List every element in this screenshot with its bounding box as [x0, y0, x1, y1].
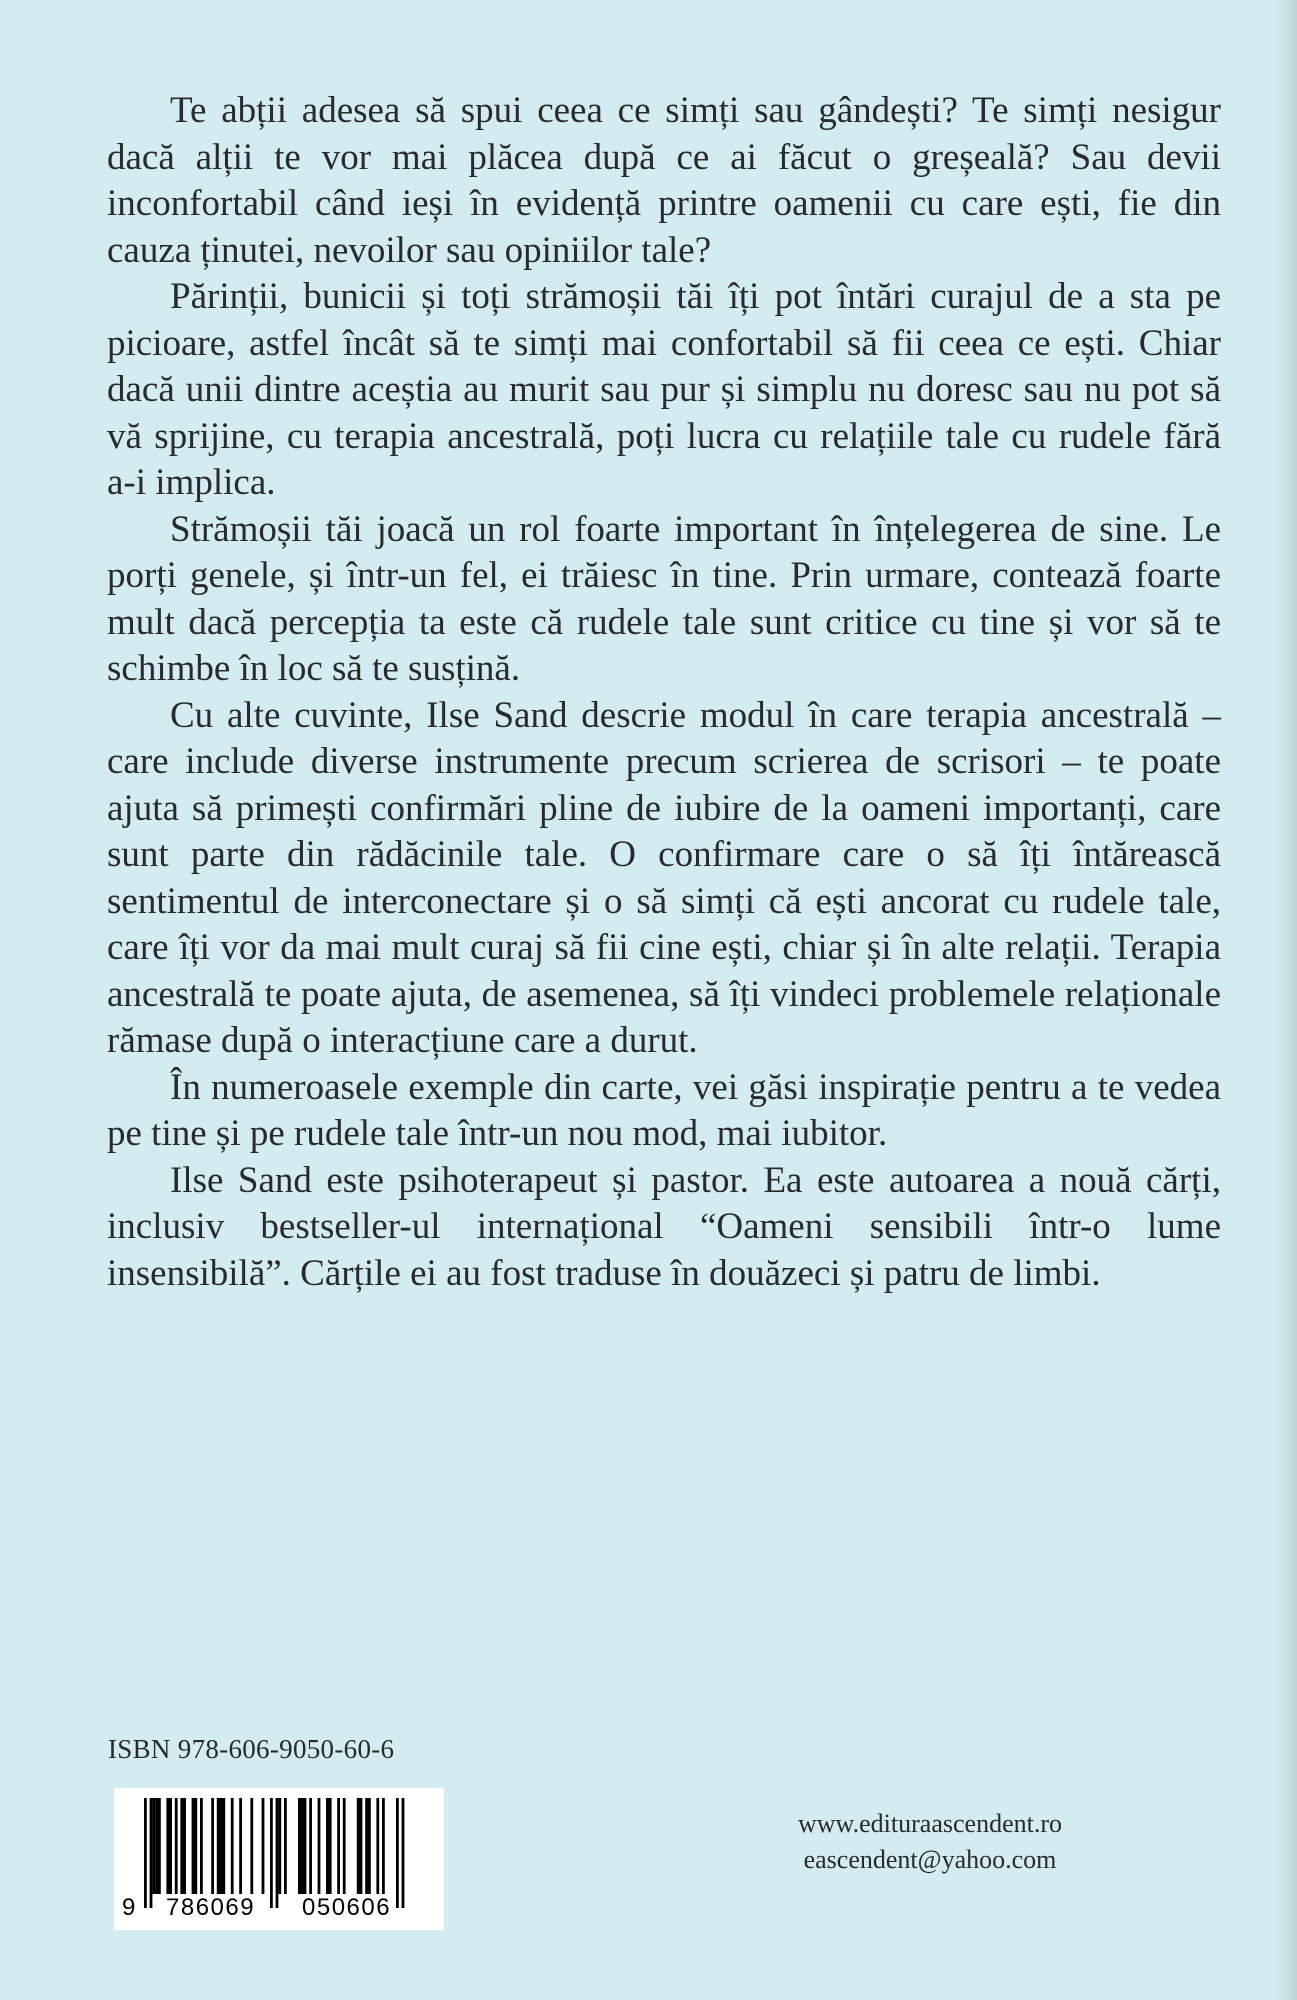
barcode-bar [231, 1798, 234, 1894]
barcode-bar [211, 1798, 214, 1894]
blurb-paragraph-4: Cu alte cuvinte, Ilse Sand descrie modul în care terapia ancestrală – care include diverse instrumente precum scrierea de scrisori – te poate ajuta să primești confirmări pline de iubire de la oameni importanți, care sunt parte din rădăcinile tale. O confirmare care o să îți întărească sentimentul de interconectare și o să simți că ești ancorat cu rudele tale, care îți vor da mai mult curaj să fii cine ești, chiar și în alte relații. Terapia ancestrală te poate ajuta, de asemenea, să îți vindeci problemele relaționale rămase după o interacțiune care a durut. [107, 694, 1221, 1061]
barcode-bar [175, 1798, 178, 1894]
barcode-bar [382, 1798, 385, 1894]
blurb-paragraph-5: În numeroasele exemple din carte, vei găsi inspirație pentru a te vedea pe tine și pe rudele tale într-un nou mod, mai iubitor. [107, 1066, 1221, 1154]
barcode-bar [337, 1798, 340, 1894]
blurb-paragraph-2: Părinții, bunicii și toți strămoșii tăi îți pot întări curajul de a sta pe picioare, astfel încât să te simți mai confortabil să fii ceea ce ești. Chiar dacă unii dintre aceștia au murit sau pur și simplu nu doresc sau nu pot să vă sprijine, cu terapia ancestrală, poți lucra cu relațiile tale cu rudele fără a-i implica. [107, 276, 1221, 503]
barcode-bar [180, 1798, 186, 1894]
barcode-bar [158, 1798, 161, 1894]
barcode-bar [365, 1798, 371, 1894]
barcode-bar [239, 1798, 242, 1894]
isbn-label: ISBN 978-606-9050-60-6 [108, 1734, 395, 1764]
blurb-text [107, 88, 1221, 1297]
barcode-bar [155, 1798, 158, 1894]
barcode-bar [357, 1798, 363, 1894]
barcode-bar [326, 1798, 332, 1894]
barcode-bar [150, 1798, 153, 1908]
barcode-bar [192, 1798, 198, 1894]
barcode [114, 1788, 444, 1930]
barcode-bar [343, 1798, 346, 1894]
barcode-bar [284, 1798, 287, 1894]
publisher-contact [720, 1806, 1140, 1878]
barcode-bar [402, 1798, 405, 1908]
barcode-bar [166, 1798, 172, 1894]
barcode-right-digits: 050606 [302, 1894, 392, 1921]
barcode-bar [298, 1798, 306, 1894]
barcode-bar [152, 1798, 155, 1894]
barcode-bar [318, 1798, 321, 1894]
barcode-bar [396, 1798, 399, 1908]
barcode-bar [309, 1798, 312, 1894]
barcode-left-digits: 786069 [166, 1894, 256, 1921]
blurb-paragraph-1: Te abții adesea să spui ceea ce simți sau gândești? Te simți nesigur dacă alții te vor mai plăcea după ce ai făcut o greșeală? Sau devii inconfortabil când ieși în evidență printre oamenii cu care ești, fie din cauza ținutei, nevoilor sau opiniilor tale? [107, 90, 1221, 271]
publisher-website: www.edituraascendent.ro [798, 1809, 1062, 1838]
blurb-paragraph-3: Strămoșii tăi joacă un rol foarte important în înțelegerea de sine. Le porți genele, și într-un fel, ei trăiesc în tine. Prin urmare, contează foarte mult dacă percepția ta este că rudele tale sunt critice cu tine și vor să te schimbe în loc să te susțină. [107, 508, 1221, 689]
cover-edge-decoration [1275, 0, 1297, 2000]
publisher-email: eascendent@yahoo.com [803, 1845, 1057, 1874]
barcode-bar [278, 1798, 281, 1894]
barcode-bar [200, 1798, 203, 1894]
barcode-bar [262, 1798, 265, 1894]
barcode-bar [144, 1798, 147, 1908]
blurb-paragraph-6: Ilse Sand este psihoterapeut și pastor. Ea este autoarea a nouă cărți, inclusiv bestseller-ul internațional “Oameni sensibili într-o lume insensibilă”. Cărțile ei au fost traduse în douăzeci și patru de limbi. [107, 1159, 1221, 1294]
barcode-first-digit: 9 [122, 1894, 137, 1921]
barcode-bar [376, 1798, 379, 1894]
barcode-bars [114, 1788, 444, 1930]
barcode-bar [276, 1798, 279, 1908]
barcode-bar [250, 1798, 253, 1894]
barcode-bar [270, 1798, 273, 1908]
barcode-bar [217, 1798, 225, 1894]
